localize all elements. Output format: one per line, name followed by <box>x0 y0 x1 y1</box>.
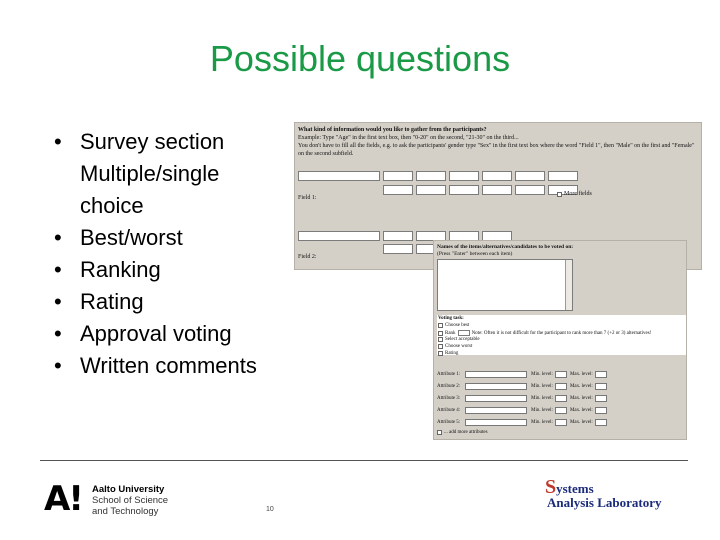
attribute-row: Attribute 4: Min. level: Max. level: <box>437 407 610 414</box>
voting-task-screenshot <box>433 240 687 440</box>
field1-subfield-input[interactable] <box>449 185 479 195</box>
option-choose-best[interactable]: Choose best <box>438 323 469 328</box>
aalto-technology-line: and Technology <box>92 506 159 517</box>
field1-subfield-input[interactable] <box>515 171 545 181</box>
field1-subfield-input[interactable] <box>449 171 479 181</box>
field1-subfield-input[interactable] <box>416 171 446 181</box>
page-number: 10 <box>266 506 274 513</box>
field1-subfield-input[interactable] <box>482 185 512 195</box>
field1-row <box>298 171 578 181</box>
field1-subfield-input[interactable] <box>383 185 413 195</box>
checkbox-icon[interactable] <box>557 192 562 197</box>
voting-task-panel <box>437 315 687 355</box>
field1-subfield-input[interactable] <box>383 171 413 181</box>
rank-note: Note: Often it is not difficult for the participant to rank more than 7 (+2 or 3) alternatives! <box>471 330 652 336</box>
field1-subfield-input[interactable] <box>515 185 545 195</box>
checkbox-icon[interactable] <box>438 331 443 336</box>
max-level-input[interactable] <box>595 395 607 402</box>
field1-row2 <box>298 185 578 195</box>
bullet-subtext: choice <box>80 193 144 218</box>
max-level-input[interactable] <box>595 383 607 390</box>
max-level-input[interactable] <box>595 371 607 378</box>
survey-question: What kind of information would you like to gather from the participants? <box>298 127 487 133</box>
min-level-input[interactable] <box>555 407 567 414</box>
checkbox-icon[interactable] <box>438 344 443 349</box>
sal-second-line: Analysis Laboratory <box>547 495 662 510</box>
option-choose-worst[interactable]: Choose worst <box>438 344 472 349</box>
more-fields-label: More fields <box>564 191 592 197</box>
bullet-text: Survey section <box>80 129 225 154</box>
attribute-input[interactable] <box>465 395 527 402</box>
field2-subfield-input[interactable] <box>383 231 413 241</box>
checkbox-icon[interactable] <box>438 337 443 342</box>
aalto-school-line: School of Science <box>92 495 169 506</box>
items-textarea[interactable] <box>437 259 573 311</box>
checkbox-icon[interactable] <box>437 430 442 435</box>
max-level-input[interactable] <box>595 419 607 426</box>
min-level-input[interactable] <box>555 383 567 390</box>
more-fields-checkbox[interactable] <box>557 191 592 197</box>
bullet-approval-voting: • Approval voting <box>52 318 292 350</box>
min-level-input[interactable] <box>555 371 567 378</box>
items-question: Names of the items/alternatives/candidates to be voted on: <box>437 244 574 250</box>
sal-first-line: Systems <box>545 476 594 498</box>
footer-divider <box>40 460 688 461</box>
items-question-block <box>437 244 573 258</box>
aalto-university-name: Aalto University <box>92 484 165 495</box>
option-rating[interactable]: Rating <box>438 351 458 356</box>
checkbox-icon[interactable] <box>438 323 443 328</box>
attribute-input[interactable] <box>465 419 527 426</box>
survey-fields-header <box>298 126 698 158</box>
rank-count-input[interactable] <box>458 330 470 336</box>
slide-title: Possible questions <box>209 38 511 79</box>
field2-label: Field 2: <box>298 254 317 260</box>
min-level-input[interactable] <box>555 419 567 426</box>
attribute-input[interactable] <box>465 371 527 378</box>
bullet-written-comments: • Written comments <box>52 350 292 382</box>
field1-subfield-input[interactable] <box>416 185 446 195</box>
aalto-wordmark <box>92 484 168 517</box>
field1-subfield-input[interactable] <box>482 171 512 181</box>
option-select-acceptable[interactable]: Select acceptable <box>438 337 480 342</box>
systems-analysis-lab-logo <box>545 476 661 511</box>
field1-label: Field 1: <box>298 195 317 201</box>
min-level-input[interactable] <box>555 395 567 402</box>
aalto-logo: A! <box>44 479 82 519</box>
attribute-input[interactable] <box>465 383 527 390</box>
attribute-row: Attribute 2: Min. level: Max. level: <box>437 383 610 390</box>
max-level-input[interactable] <box>595 407 607 414</box>
option-rank[interactable]: Rank Note: Often it is not difficult for the participant to rank more than 7 (+2 or 3) alternatives! <box>438 330 651 336</box>
checkbox-icon[interactable] <box>438 351 443 356</box>
bullet-subtext: Multiple/single <box>80 161 220 186</box>
survey-example: Example: Type "Age" in the first text box, then "0-20" on the second, "21-30" on the third... <box>298 135 519 141</box>
bullet-list <box>52 126 292 382</box>
field2-subfield-input[interactable] <box>383 244 413 254</box>
attribute-row: Attribute 1: Min. level: Max. level: <box>437 371 610 378</box>
attribute-row: Attribute 3: Min. level: Max. level: <box>437 395 610 402</box>
field2-name-input[interactable] <box>298 231 380 241</box>
add-attributes-checkbox[interactable]: ... add more attributes <box>437 430 488 435</box>
voting-task-label: Voting task: <box>438 316 464 321</box>
attribute-row: Attribute 5: Min. level: Max. level: <box>437 419 610 426</box>
field1-name-input[interactable] <box>298 171 380 181</box>
bullet-survey-section <box>52 126 292 222</box>
items-hint: (Press "Enter" between each item) <box>437 251 513 257</box>
survey-note: You don't have to fill all the fields, e.g. to ask the participants' gender type "Sex" in the first text box where the word "Field 1", then "Male" on the first and "Female" on the second subfield. <box>298 143 695 157</box>
attribute-input[interactable] <box>465 407 527 414</box>
textarea-scrollbar[interactable] <box>565 260 572 310</box>
bullet-best-worst: • Best/worst <box>52 222 292 254</box>
bullet-ranking: • Ranking <box>52 254 292 286</box>
field1-subfield-input[interactable] <box>548 171 578 181</box>
bullet-rating: • Rating <box>52 286 292 318</box>
